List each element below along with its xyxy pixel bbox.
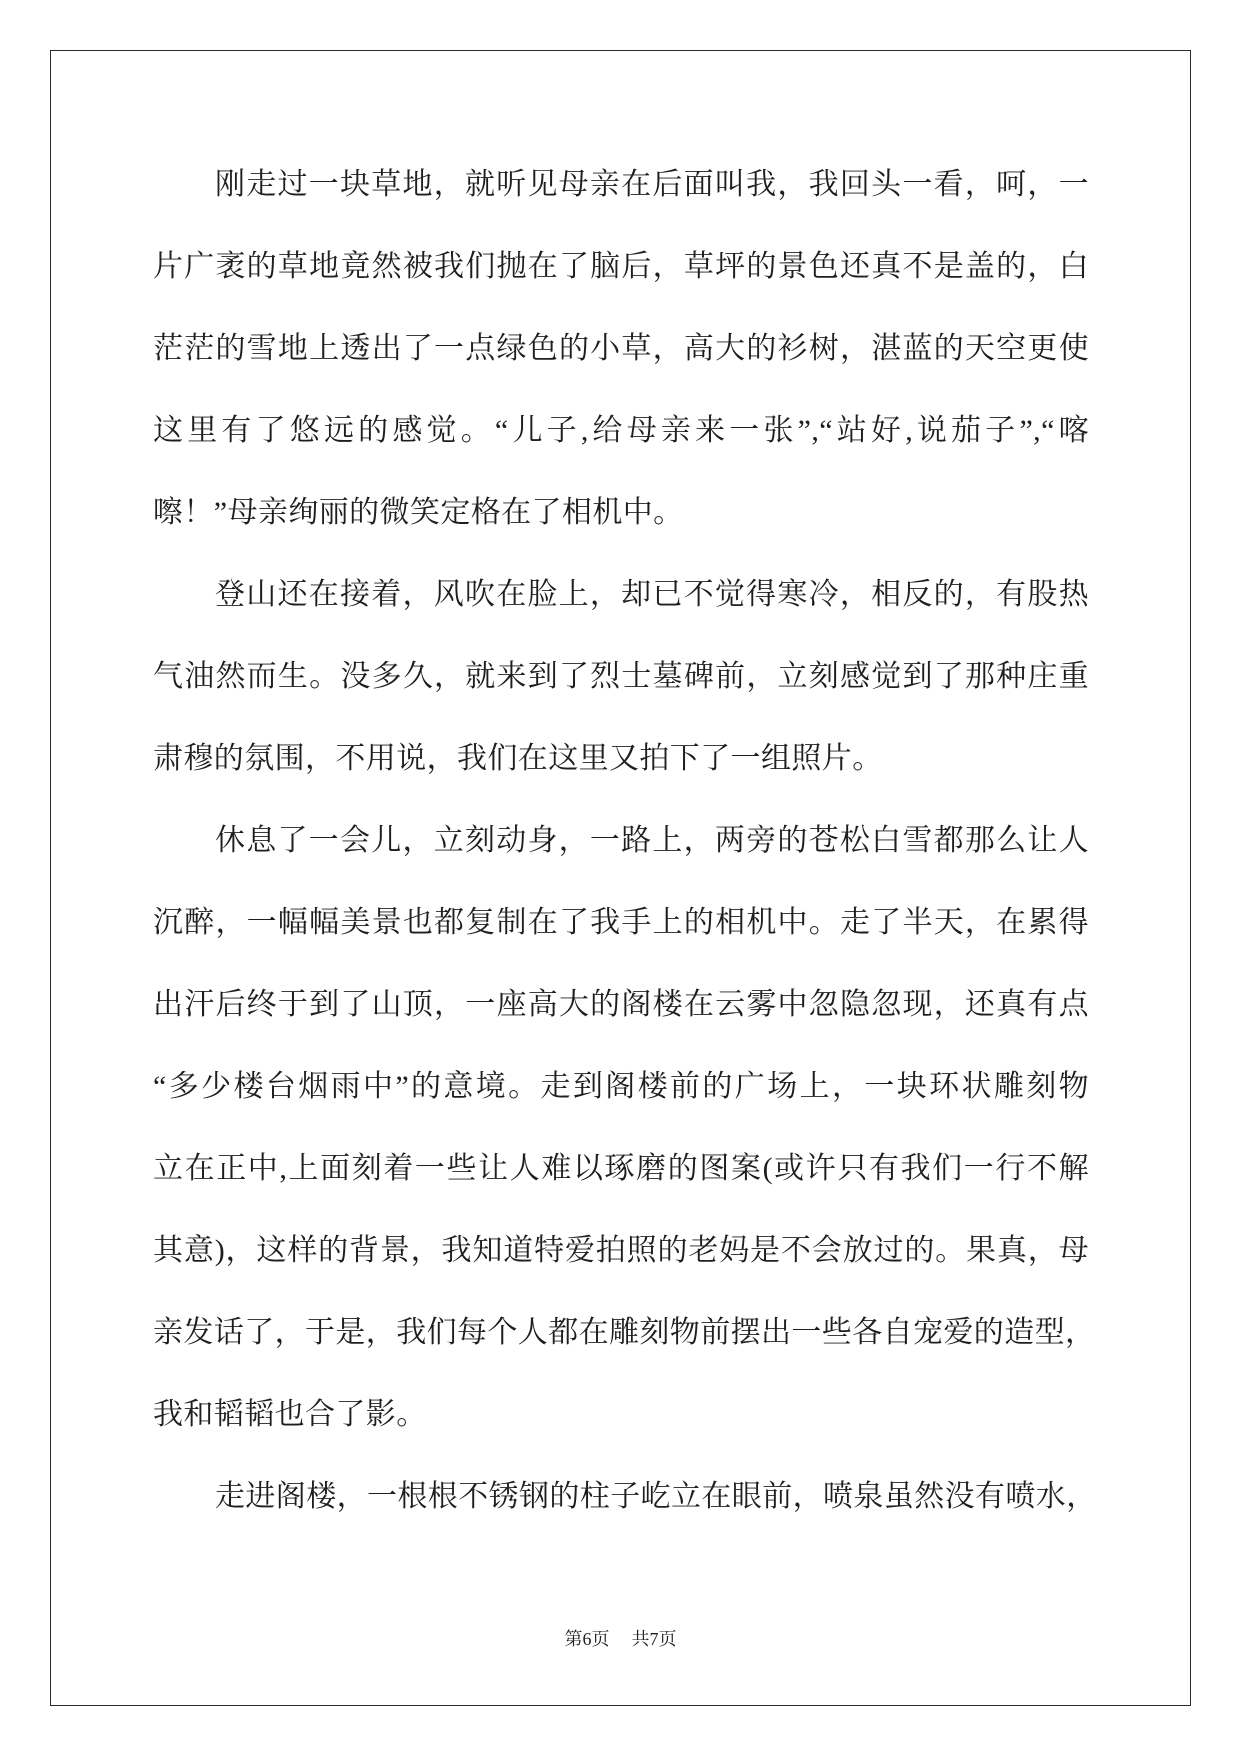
paragraph-line: 亲发话了，于是，我们每个人都在雕刻物前摆出一些各自宠爱的造型， — [153, 1316, 1096, 1349]
paragraph-line: 这里有了悠远的感觉。“儿子,给母亲来一张”,“站好,说茄子”,“喀 — [153, 414, 1089, 447]
paragraph-line: 刚走过一块草地，就听见母亲在后面叫我，我回头一看，呵，一 — [215, 168, 1089, 201]
paragraph-line: “多少楼台烟雨中”的意境。走到阁楼前的广场上，一块环状雕刻物 — [153, 1070, 1089, 1103]
paragraph-line: 其意)，这样的背景，我知道特爱拍照的老妈是不会放过的。果真，母 — [153, 1234, 1089, 1267]
paragraph — [153, 554, 1089, 800]
paragraph-line: 气油然而生。没多久，就来到了烈士墓碑前，立刻感觉到了那种庄重 — [153, 660, 1089, 693]
paragraph-line: 沉醉，一幅幅美景也都复制在了我手上的相机中。走了半天，在累得 — [153, 906, 1089, 939]
body-text — [153, 144, 1097, 1538]
paragraph-line: 片广袤的草地竟然被我们抛在了脑后，草坪的景色还真不是盖的，白 — [153, 250, 1089, 283]
paragraph-line: 休息了一会儿，立刻动身，一路上，两旁的苍松白雪都那么让人 — [215, 824, 1089, 857]
paragraph-line: 肃穆的氛围，不用说，我们在这里又拍下了一组照片。 — [153, 742, 883, 775]
page-footer — [0, 1626, 1241, 1652]
paragraph-line: 我和韬韬也合了影。 — [153, 1398, 427, 1431]
paragraph-line: 嚓！”母亲绚丽的微笑定格在了相机中。 — [153, 496, 684, 529]
paragraph-line: 茫茫的雪地上透出了一点绿色的小草，高大的衫树，湛蓝的天空更使 — [153, 332, 1089, 365]
total-pages: 共7页 — [631, 1629, 677, 1649]
paragraph-line: 立在正中,上面刻着一些让人难以琢磨的图案(或许只有我们一行不解 — [153, 1152, 1089, 1185]
paragraph — [153, 800, 1096, 1456]
paragraph — [153, 144, 1089, 554]
paragraph-line: 出汗后终于到了山顶，一座高大的阁楼在云雾中忽隐忽现，还真有点 — [153, 988, 1089, 1021]
paragraph-line: 登山还在接着，风吹在脸上，却已不觉得寒冷，相反的，有股热 — [215, 578, 1089, 611]
current-page-number: 第6页 — [564, 1629, 610, 1649]
paragraph-line: 走进阁楼，一根根不锈钢的柱子屹立在眼前，喷泉虽然没有喷水， — [215, 1480, 1097, 1513]
paragraph — [153, 1456, 1097, 1538]
